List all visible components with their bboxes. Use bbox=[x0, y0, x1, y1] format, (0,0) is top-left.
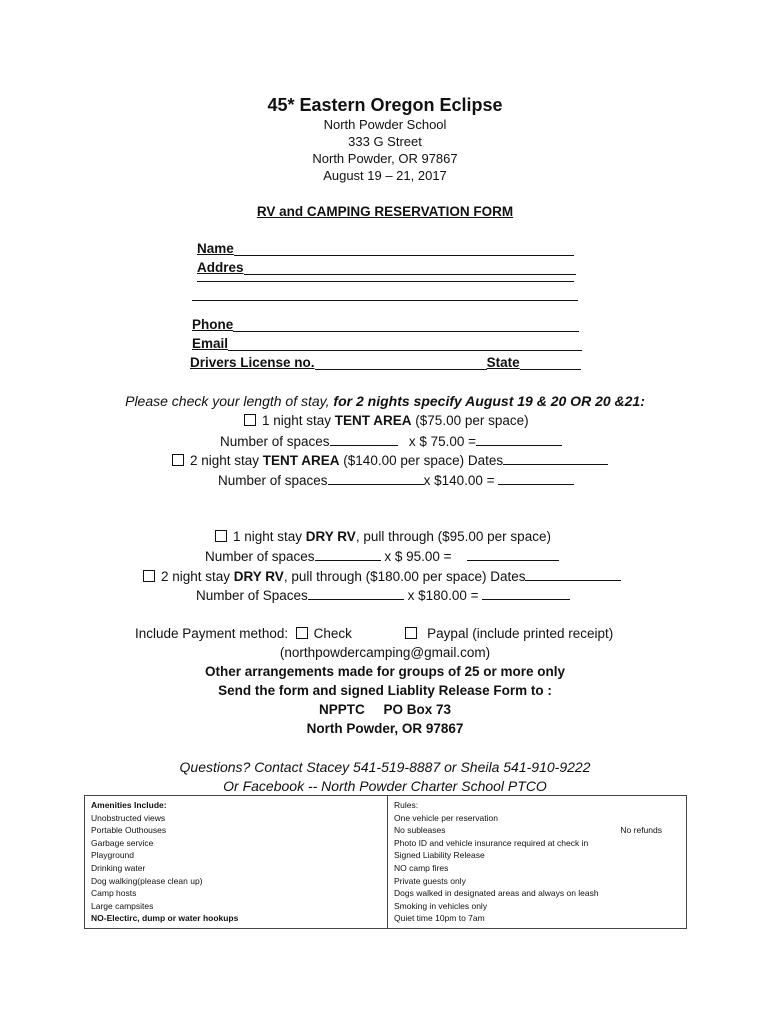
address-label: Addres bbox=[197, 260, 244, 275]
rule-item: Signed Liability Release bbox=[394, 850, 485, 861]
event-dates: August 19 – 21, 2017 bbox=[323, 168, 447, 183]
dates-blank[interactable] bbox=[503, 452, 608, 465]
amenity-item: Playground bbox=[91, 850, 135, 861]
rule-item: Photo ID and vehicle insurance required at check in bbox=[394, 837, 589, 848]
total-blank[interactable] bbox=[498, 472, 574, 485]
checkbox-icon[interactable] bbox=[172, 454, 184, 466]
option-bold: DRY RV bbox=[233, 569, 284, 584]
license-label: Drivers License no. bbox=[190, 355, 315, 370]
stay-prompt-bold: for 2 nights specify August 19 & 20 OR 20 &21: bbox=[333, 393, 645, 409]
option-text: 1 night stay bbox=[233, 529, 306, 544]
payment-row bbox=[135, 626, 613, 641]
phone-line[interactable] bbox=[233, 318, 579, 332]
email-field[interactable] bbox=[192, 336, 582, 351]
contact-facebook: Or Facebook -- North Powder Charter School PTCO bbox=[223, 778, 547, 794]
tent-1-count-row bbox=[220, 433, 562, 449]
checkbox-icon[interactable] bbox=[244, 414, 256, 426]
school-name: North Powder School bbox=[323, 117, 447, 132]
send-note: Send the form and signed Liablity Release Form to : bbox=[218, 683, 552, 698]
tent-1-night-option[interactable] bbox=[244, 413, 529, 428]
count-blank[interactable] bbox=[315, 548, 381, 561]
state-label: State bbox=[486, 355, 520, 370]
option-price: , pull through ($180.00 per space) Dates bbox=[283, 569, 526, 584]
mailing-city: North Powder, OR 97867 bbox=[306, 721, 464, 736]
rv-1-count-row bbox=[205, 548, 559, 564]
po-box: PO Box 73 bbox=[383, 702, 452, 717]
checkbox-icon[interactable] bbox=[215, 530, 227, 542]
license-line[interactable] bbox=[315, 356, 487, 370]
total-blank[interactable] bbox=[476, 433, 562, 446]
stay-prompt-text: Please check your length of stay, bbox=[125, 393, 334, 409]
calc-label: x $140.00 = bbox=[423, 473, 499, 488]
address-line[interactable] bbox=[244, 261, 576, 275]
rule-item: One vehicle per reservation bbox=[394, 812, 498, 823]
tent-2-count-row bbox=[218, 472, 574, 488]
payment-check-option[interactable]: Check bbox=[313, 626, 352, 641]
address-line-3[interactable] bbox=[192, 300, 578, 301]
address-line-2[interactable] bbox=[197, 281, 574, 282]
checkbox-icon[interactable] bbox=[143, 570, 155, 582]
amenity-item: Unobstructed views bbox=[91, 812, 166, 823]
name-label: Name bbox=[197, 241, 234, 256]
rule-item: Private guests only bbox=[394, 875, 466, 886]
address-field[interactable] bbox=[197, 260, 576, 275]
amenity-item: Camp hosts bbox=[91, 888, 137, 899]
rule-item: Smoking in vehicles only bbox=[394, 900, 488, 911]
rules-header: Rules: bbox=[394, 800, 419, 810]
tent-2-night-option[interactable] bbox=[172, 452, 608, 468]
amenities-rules-table bbox=[84, 795, 687, 929]
option-bold: TENT AREA bbox=[334, 413, 412, 428]
form-title: RV and CAMPING RESERVATION FORM bbox=[256, 204, 514, 219]
amenity-item: NO-Electirc, dump or water hookups bbox=[91, 913, 239, 924]
rule-item: NO camp fires bbox=[394, 862, 449, 873]
amenity-item: Garbage service bbox=[91, 837, 154, 848]
name-field[interactable] bbox=[197, 241, 574, 256]
checkbox-icon[interactable] bbox=[296, 627, 308, 639]
org-name: NPPTC bbox=[318, 702, 365, 717]
amenity-item: Large campsites bbox=[91, 900, 154, 911]
groups-note: Other arrangements made for groups of 25 or more only bbox=[204, 664, 566, 679]
rule-text: No subleases bbox=[394, 825, 446, 836]
paypal-email: (northpowdercamping@gmail.com) bbox=[279, 645, 491, 660]
option-price: ($75.00 per space) bbox=[411, 413, 529, 428]
event-title: 45* Eastern Oregon Eclipse bbox=[267, 95, 503, 115]
no-refunds-note: No refunds bbox=[620, 825, 662, 836]
option-price: ($140.00 per space) Dates bbox=[339, 453, 504, 468]
count-label: Number of Spaces bbox=[196, 588, 308, 603]
count-blank[interactable] bbox=[328, 472, 424, 485]
option-text: 1 night stay bbox=[262, 413, 335, 428]
rule-item bbox=[394, 824, 680, 837]
option-bold: TENT AREA bbox=[262, 453, 340, 468]
calc-label: x $ 75.00 = bbox=[408, 434, 477, 449]
rule-item: Quiet time 10pm to 7am bbox=[394, 913, 485, 924]
option-price: , pull through ($95.00 per space) bbox=[355, 529, 551, 544]
license-field[interactable] bbox=[190, 355, 581, 370]
total-blank[interactable] bbox=[482, 587, 570, 600]
payment-label: Include Payment method: bbox=[135, 626, 289, 641]
amenity-item: Portable Outhouses bbox=[91, 825, 167, 836]
contact-questions: Questions? Contact Stacey 541-519-8887 or Sheila 541-910-9222 bbox=[179, 759, 591, 775]
rv-2-count-row bbox=[196, 587, 570, 603]
state-line[interactable] bbox=[520, 356, 581, 370]
option-bold: DRY RV bbox=[305, 529, 356, 544]
count-blank[interactable] bbox=[308, 587, 404, 600]
count-label: Number of spaces bbox=[220, 434, 330, 449]
amenities-header: Amenities Include: bbox=[91, 800, 167, 810]
rv-2-night-option[interactable] bbox=[143, 568, 621, 584]
rv-1-night-option[interactable] bbox=[215, 529, 551, 544]
count-label: Number of spaces bbox=[218, 473, 328, 488]
stay-prompt bbox=[0, 393, 770, 409]
calc-label: x $180.00 = bbox=[407, 588, 483, 603]
school-city: North Powder, OR 97867 bbox=[312, 151, 458, 166]
option-text: 2 night stay bbox=[161, 569, 234, 584]
payment-paypal-option[interactable]: Paypal (include printed receipt) bbox=[427, 626, 614, 641]
amenity-item: Drinking water bbox=[91, 862, 146, 873]
mailing-name bbox=[0, 702, 770, 717]
name-line[interactable] bbox=[234, 242, 574, 256]
email-label: Email bbox=[192, 336, 229, 351]
total-blank[interactable] bbox=[467, 548, 559, 561]
count-label: Number of spaces bbox=[205, 549, 315, 564]
amenity-item: Dog walking(please clean up) bbox=[91, 875, 203, 886]
phone-field[interactable] bbox=[192, 317, 579, 332]
checkbox-icon[interactable] bbox=[405, 627, 417, 639]
rule-item: Dogs walked in designated areas and always on leash bbox=[394, 888, 599, 899]
amenities-column bbox=[85, 796, 388, 929]
calc-label: x $ 95.00 = bbox=[384, 549, 452, 564]
dates-blank[interactable] bbox=[525, 568, 621, 581]
rules-column bbox=[388, 796, 687, 929]
phone-label: Phone bbox=[192, 317, 234, 332]
email-line[interactable] bbox=[228, 337, 582, 351]
count-blank[interactable] bbox=[330, 433, 398, 446]
school-street: 333 G Street bbox=[348, 134, 422, 149]
option-text: 2 night stay bbox=[190, 453, 263, 468]
